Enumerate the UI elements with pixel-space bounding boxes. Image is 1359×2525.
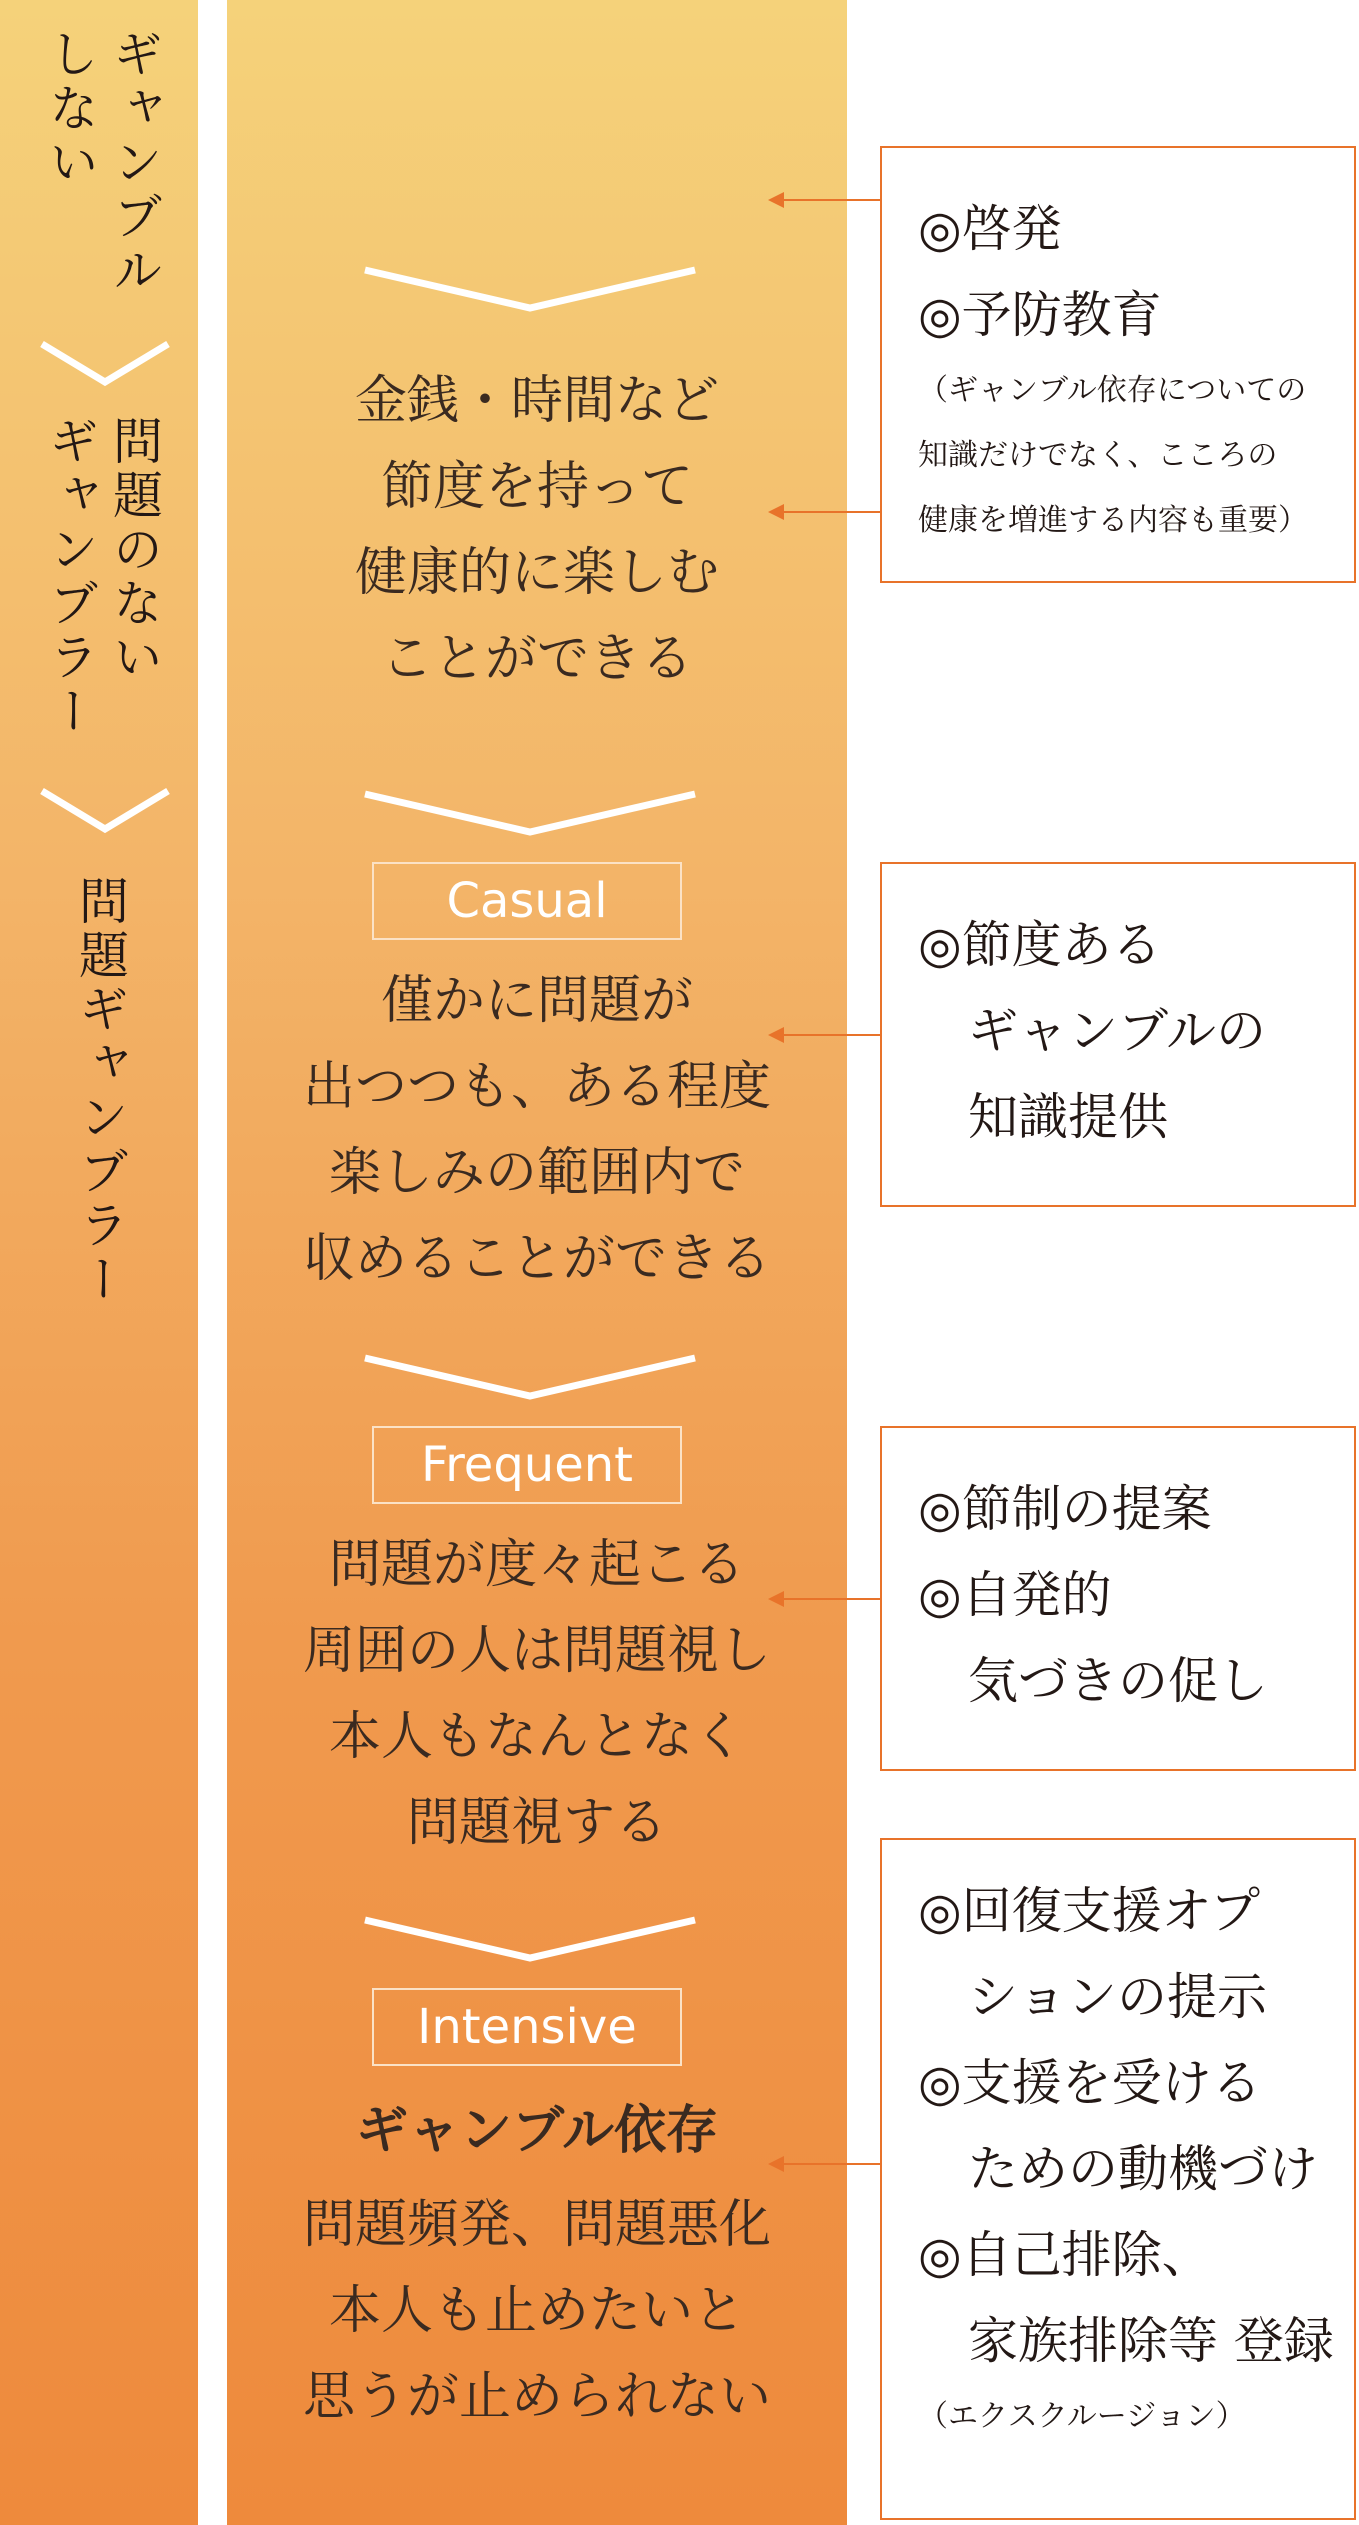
chevron-down-icon	[362, 1350, 698, 1402]
stage4-title: ギャンブル依存	[356, 2101, 718, 2161]
stage-tag-casual: Casual	[372, 862, 682, 940]
arrow-left-icon	[768, 188, 882, 212]
arrow-left-icon	[768, 500, 882, 524]
stage4-description: 問題頻発、問題悪化 本人も止めたいと 思うが止められない	[302, 2195, 771, 2427]
stage2-description: 僅かに問題が 出つつも、ある程度 楽しみの範囲内で 収めることができる	[302, 971, 771, 1289]
label-problem-gambler: 問題ギャンブラー	[71, 875, 129, 1307]
stage-tag-intensive: Intensive	[372, 1988, 682, 2066]
chevron-down-icon	[38, 785, 172, 837]
support-items: ◎節度ある ギャンブルの 知識提供	[918, 916, 1266, 1146]
support-items: ◎啓発 ◎予防教育	[918, 200, 1162, 344]
chevron-down-icon	[38, 338, 172, 390]
support-note: （ギャンブル依存についての 知識だけでなく、こころの 健康を増進する内容も重要）	[918, 373, 1308, 538]
support-items: ◎回復支援オプ ションの提示 ◎支援を受ける ための動機づけ ◎自己排除、 家族排除等 登録	[918, 1882, 1334, 2370]
chevron-down-icon	[362, 262, 698, 314]
support-box-frequent	[880, 1426, 1356, 1771]
support-box-awareness	[880, 146, 1356, 583]
chevron-down-icon	[362, 1912, 698, 1964]
label-non-problem-gambler: 問題のない ギャンブラー	[41, 415, 163, 739]
support-box-intensive	[880, 1838, 1356, 2520]
stage3-description: 問題が度々起こる 周囲の人は問題視し 本人もなんとなく 問題視する	[302, 1535, 771, 1853]
label-no-gambling: ギャンブル しない	[41, 28, 163, 298]
stage-tag-frequent: Frequent	[372, 1426, 682, 1504]
support-note: （エクスクルージョン）	[918, 2399, 1246, 2434]
arrow-left-icon	[768, 2152, 882, 2176]
arrow-left-icon	[768, 1023, 882, 1047]
support-items: ◎節制の提案 ◎自発的 気づきの促し	[918, 1480, 1268, 1710]
support-box-casual	[880, 862, 1356, 1207]
chevron-down-icon	[362, 786, 698, 838]
arrow-left-icon	[768, 1587, 882, 1611]
stage1-description: 金銭・時間など 節度を持って 健康的に楽しむ ことができる	[354, 371, 719, 689]
